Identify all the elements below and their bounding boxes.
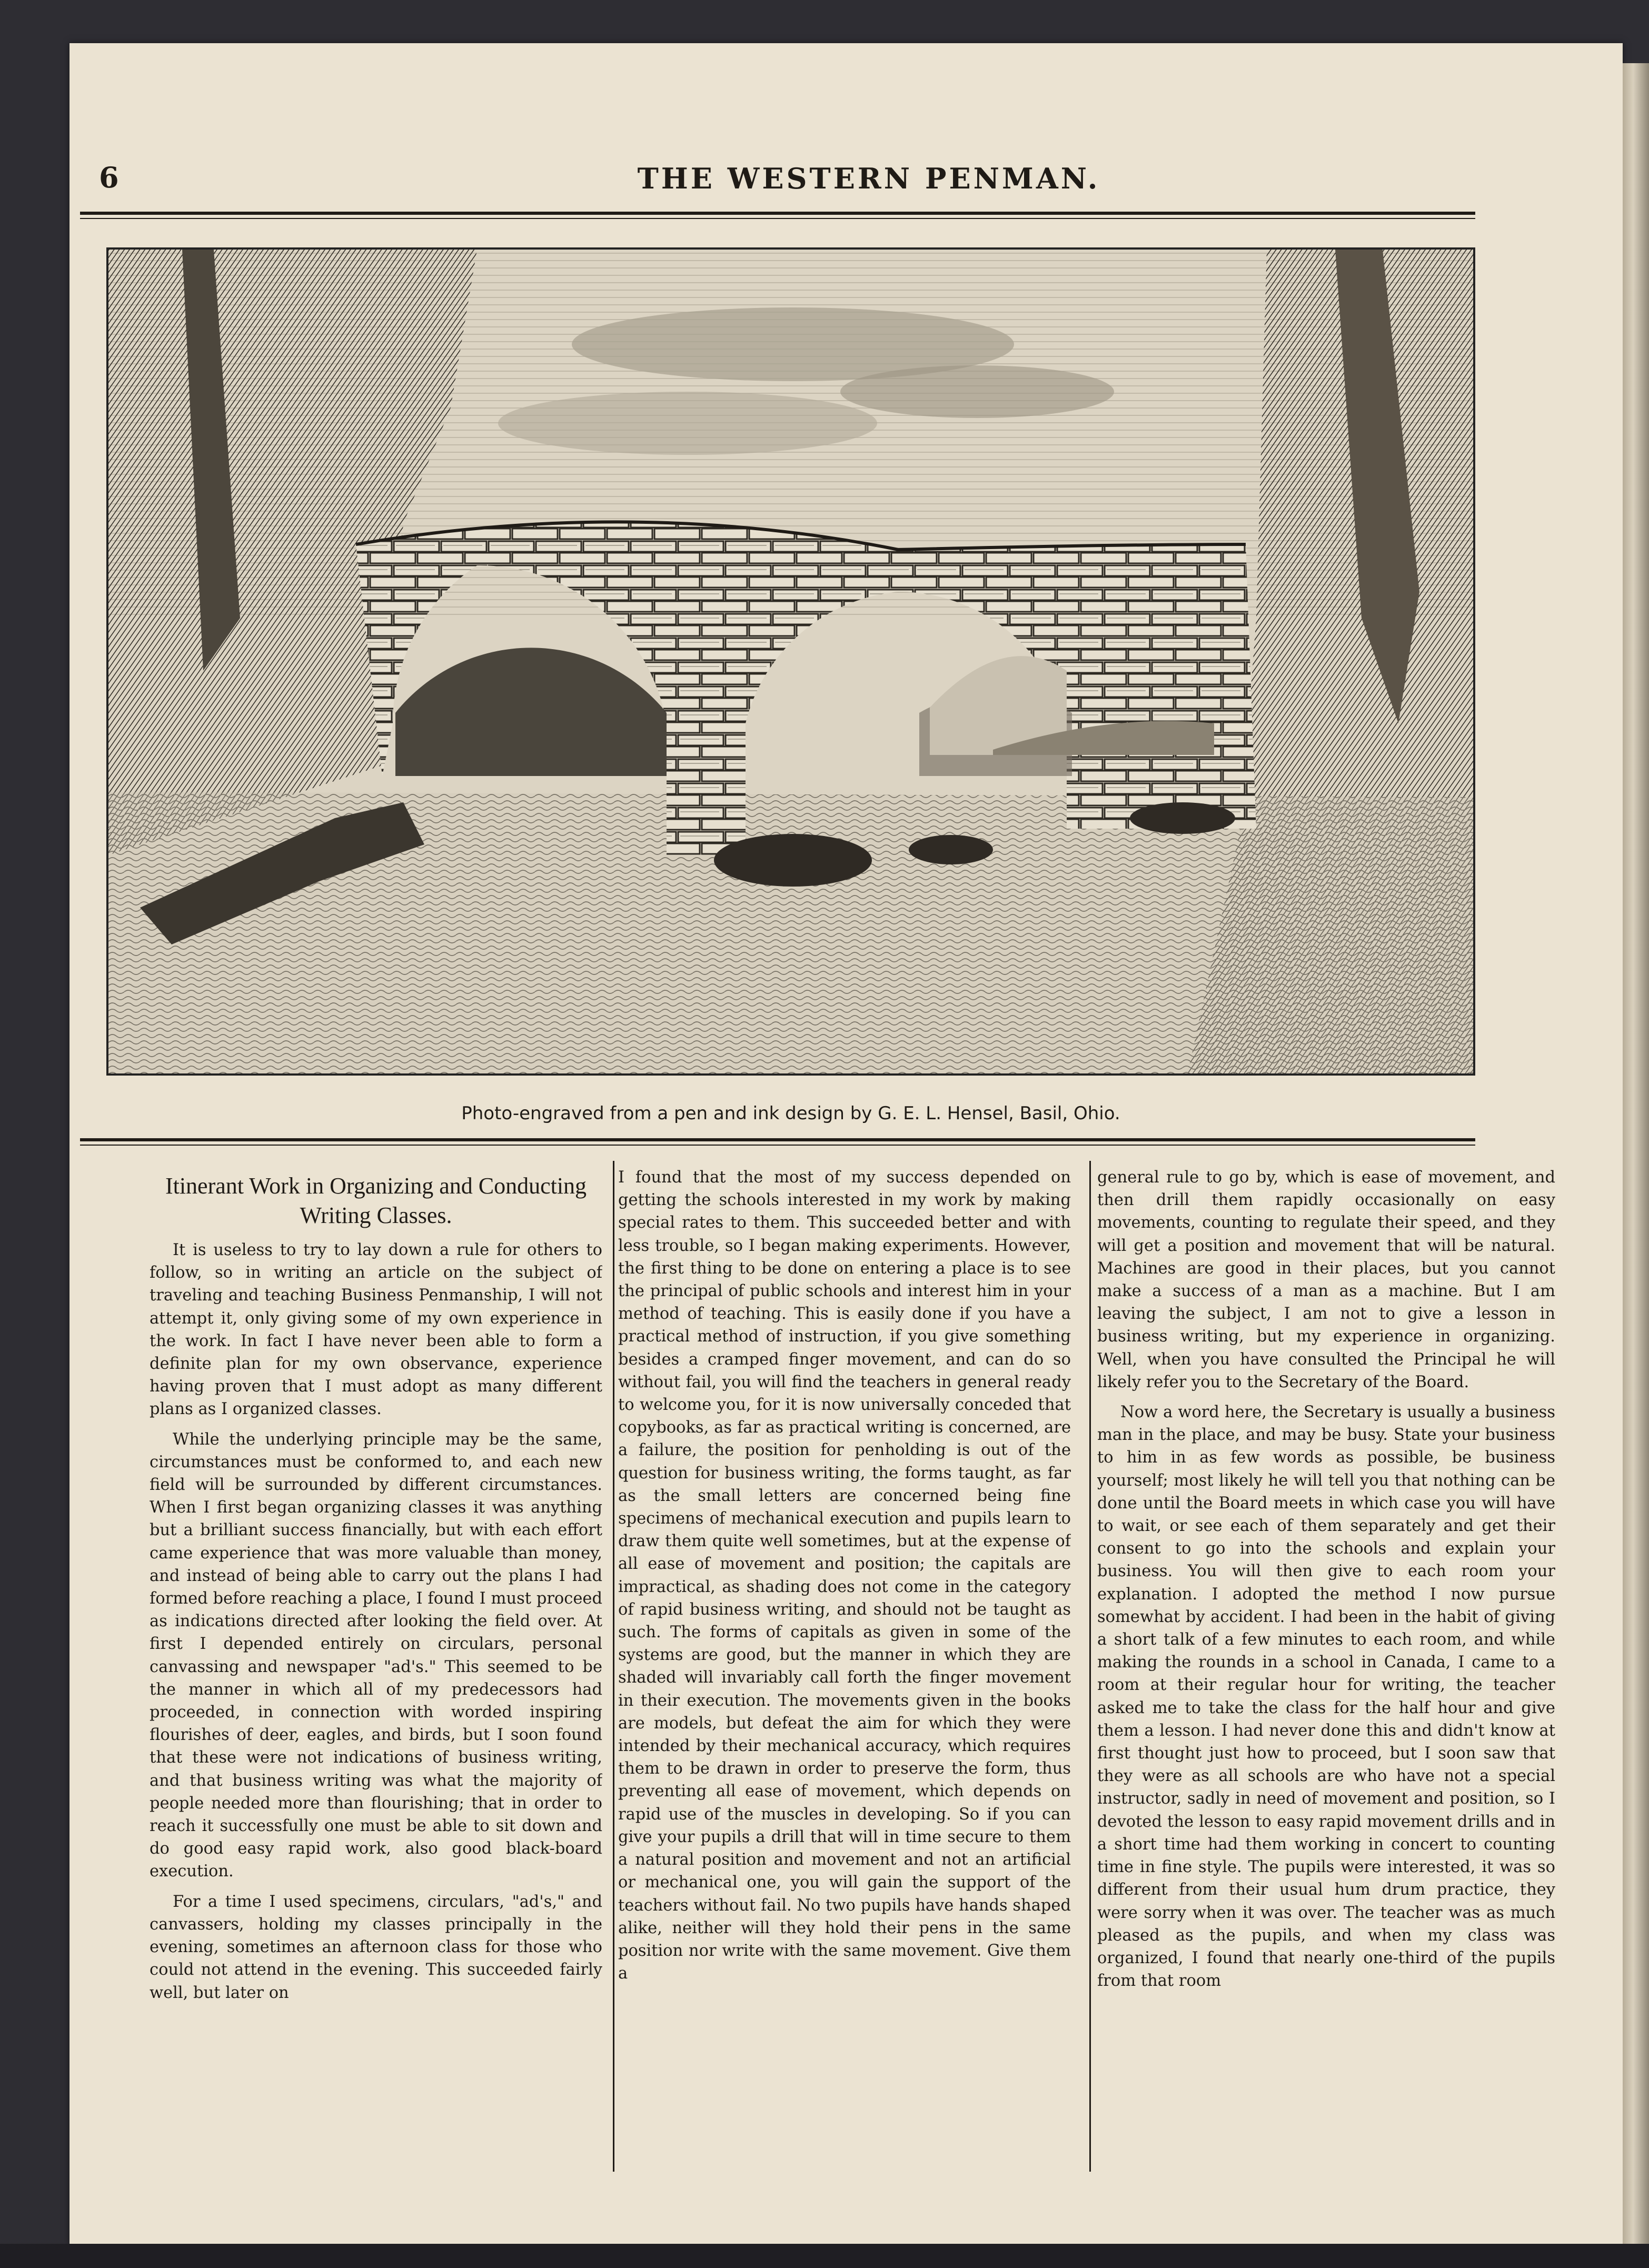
- paragraph: Now a word here, the Secretary is usually a business man in the place, and may be busy. State your business to him in as few words as possible, be business yourself; most likely he will tell you that nothing can be done until the Board meets in which case you will have to wait, or see each of them separately and get their consent to go into the schools and explain your business. You will then give to each room your explanation. I adopted the method I now pursue somewhat by accident. I had been in the habit of giving a short talk of a few minutes to each room, and while making the rounds in a school in Canada, I came to a room at their regular hour for writing, the teacher asked me to take the class for the half hour and give them a lesson. I had never done this and didn't know at first thought just how to proceed, but I soon saw that they were as all schools are who have not a special instructor, sadly in need of movement and position, so I devoted the lesson to easy rapid movement drills and in a short time had them working in concert to counting time in fine style. The pupils were interested, it was so different from their usual hum drum practice, they were sorry when it was over. The teacher was as much pleased as the pupils, and when my class was organized, I found that nearly one-third of the pupils from that room: [1097, 1403, 1555, 1991]
- article-column-3: [1097, 1166, 1555, 2177]
- column-divider-2: [1089, 1161, 1091, 2172]
- caption-rule-thick: [80, 1138, 1475, 1141]
- header-rule-thick: [80, 212, 1475, 215]
- scan-background: [0, 2244, 1649, 2268]
- paragraph: I found that the most of my success depended on getting the schools interested in my work by making special rates to them. This succeeded better and with less trouble, so I began making experiments. However, the first thing to be done on entering a place is to see the principal of public schools and interest him in your method of teaching. This is easily done if you have a practical method of instruction, if you give something besides a cramped finger movement, and can do so without fail, you will find the teachers in general ready to welcome you, for it is now universally conceded that copybooks, as far as practical writing is concerned, are a failure, the position for penholding is out of the question for business writing, the forms taught, as far as the small letters are concerned being fine specimens of mechanical execution and pupils learn to draw them quite well sometimes, but at the expense of all ease of movement and position; the capitals are impractical, as shading does not come in the category of rapid business writing, and should not be taught as such. The forms of capitals as given in some of the systems are good, but the manner in which they are shaded will invariably call forth the finger movement in their execution. The movements given in the books are models, but defeat the aim for which they were intended by their mechanical accuracy, which requires them to be drawn in order to preserve the form, thus preventing all ease of movement, which depends on rapid use of the muscles in developing. So if you can give your pupils a drill that will in time secure to them a natural position and movement and not an artificial or mechanical one, you will gain the support of the teachers without fail. No two pupils have hands shaped alike, neither will they hold their pens in the same position nor write with the same movement. Give them a: [618, 1168, 1071, 1983]
- column-divider-1: [613, 1161, 614, 2172]
- paragraph: general rule to go by, which is ease of movement, and then drill them rapidly occasionally on easy movements, counting to regulate their speed, and they will get a position and movement that will be natural. Machines are good in their places, but you cannot make a success of a man as a machine. But I am leaving the subject, I am not to give a lesson in business writing, but my experience in organizing. Well, when you have consulted the Principal he will likely refer you to the Secretary of the Board.: [1097, 1168, 1555, 1391]
- bridge-illustration: [108, 250, 1473, 1073]
- paragraph: For a time I used specimens, circulars, "ad's," and canvassers, holding my classes principally in the evening, sometimes an afternoon class for those who could not attend in the evening. This succeeded fairly well, but later on: [150, 1892, 602, 2002]
- paragraph: While the underlying principle may be the same, circumstances must be conformed to, and each new field will be surrounded by different circumstances. When I first began organizing classes it was anything but a brilliant success financially, but with each effort came experience that was more valuable than money, and instead of being able to carry out the plans I had formed before reaching a place, I found I must proceed as indications directed after looking the field over. At first I depended entirely on circulars, personal canvassing and newspaper "ad's." This seemed to be the manner in which all of my predecessors had proceeded, in connection with worded inspiring flourishes of deer, eagles, and birds, but I soon found that these were not indications of business writing, and that business writing was what the majority of people needed more than flourishing; that in order to reach it successfully one must be able to sit down and do good easy rapid work, also good black-board execution.: [150, 1430, 602, 1881]
- masthead-title: THE WESTERN PENMAN.: [637, 162, 1100, 195]
- bridge-engraving: [106, 247, 1475, 1076]
- article-title: Itinerant Work in Organizing and Conducting Writing Classes.: [165, 1173, 587, 1228]
- header-rule-thin: [80, 218, 1475, 219]
- illustration-caption: Photo-engraved from a pen and ink design by G. E. L. Hensel, Basil, Ohio.: [461, 1103, 1120, 1124]
- caption-rule-thin: [80, 1145, 1475, 1146]
- paragraph: It is useless to try to lay down a rule for others to follow, so in writing an article on the subject of traveling and teaching Business Penmanship, I will not attempt it, only giving some of my own experience in the work. In fact I have never been able to form a definite plan for my own observance, experience having proven that I must adopt as many different plans as I organized classes.: [150, 1241, 602, 1419]
- article-column-2: [618, 1166, 1071, 2177]
- page-number: 6: [99, 161, 119, 194]
- adjacent-page-edge: [1623, 63, 1649, 2268]
- article-column-1: [150, 1166, 602, 2177]
